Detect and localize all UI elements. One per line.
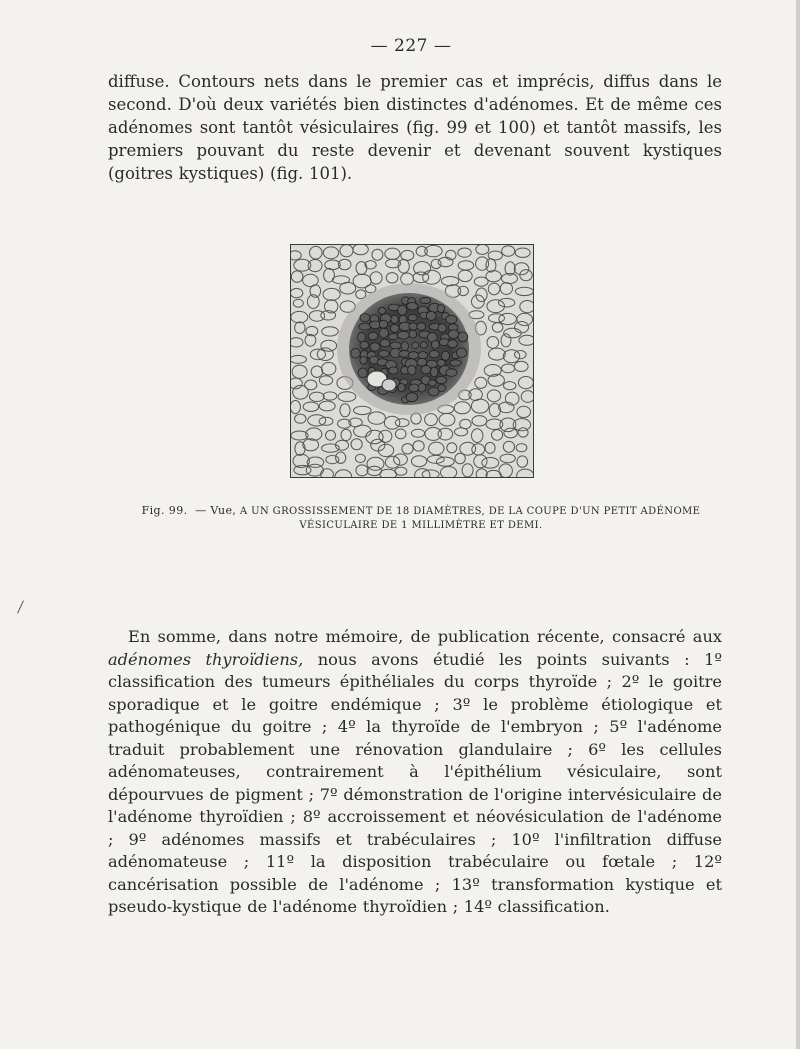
- adenoma-cell: [409, 330, 417, 338]
- adenoma-cell: [389, 334, 398, 340]
- caption-text: A UN GROSSISSEMENT DE 18 DIAMÈTRES, DE LA COUPE D'UN PETIT ADÉNOME VÉSICULAIRE DE 1 MILLIMÈTRE ET DEMI.: [239, 506, 701, 531]
- adenoma-cell: [406, 393, 418, 402]
- adenoma-cell: [458, 332, 468, 342]
- adenoma-cell: [370, 343, 380, 351]
- adenoma-cell: [360, 341, 369, 349]
- adenoma-cell: [446, 315, 457, 323]
- margin-mark: [17, 600, 24, 613]
- top-paragraph-text: diffuse. Contours nets dans le premier cas et imprécis, diffus dans le second. D'où deux variétés bien distinctes d'adénomes. Et de même ces adénomes sont tantôt vésiculaires (fig. 99 et 100) et tantôt massifs, les premiers pouvant du reste devenir et devenant souvent kystiques (goitres kystiques) (fig. 101).: [108, 72, 722, 183]
- page-edge: [796, 0, 800, 1049]
- adenoma-cell: [429, 351, 439, 358]
- adenoma-cell: [390, 324, 399, 332]
- adenoma-micrograph-image: [291, 245, 533, 477]
- adenoma-cell: [428, 387, 439, 396]
- adenoma-cell: [438, 385, 446, 392]
- adenoma-cell: [420, 342, 427, 349]
- adenoma-cell: [360, 356, 367, 364]
- adenoma-cell: [379, 320, 387, 328]
- adenoma-cell: [408, 365, 416, 375]
- adenoma-cell: [390, 342, 401, 349]
- light-vesicle: [382, 379, 396, 391]
- adenoma-cell: [398, 384, 405, 392]
- adenoma-cell: [448, 340, 458, 348]
- adenoma-cell: [442, 351, 450, 360]
- adenoma-cell: [360, 314, 370, 322]
- adenoma-cell: [358, 332, 366, 342]
- adenoma-cell: [398, 305, 407, 315]
- adenoma-cell: [420, 297, 431, 303]
- top-paragraph: [108, 70, 722, 185]
- adenoma-cell: [417, 323, 426, 331]
- bottom-paragraph-part1: En somme, dans notre mémoire, de publication récente, consacré aux: [128, 627, 722, 646]
- adenoma-cell: [418, 352, 428, 359]
- adenoma-cell: [456, 348, 466, 358]
- adenoma-cell: [359, 323, 371, 330]
- adenoma-cell: [412, 342, 419, 349]
- figure-caption: [120, 504, 722, 533]
- adenoma-cell: [408, 315, 417, 321]
- figure-label: Fig. 99.: [141, 504, 188, 517]
- bottom-paragraph: [108, 626, 722, 919]
- adenoma-cell: [409, 384, 419, 392]
- adenoma-cell: [408, 352, 419, 359]
- caption-lead: — Vue,: [195, 504, 237, 517]
- adenoma-cell: [418, 383, 426, 392]
- bottom-paragraph-part2: nous avons étudié les points suivants : 1º classification des tumeurs épithéliales du corps thyroïde ; 2º le goitre sporadique et le goitre endémique ; 3º le problème étiologique et pathogénique du goitre ; 4º la thyroïde de l'embryon ; 5º l'adénome traduit probablement une rénovation glandulaire ; 6º les cellules adénomateuses, contrairement à l'épithélium vésiculaire, sont dépourvues de pigment ; 7º démonstration de l'origine intervésiculaire de l'adénome thyroïdien ; 8º accroissement et néovésiculation de l'adénome ; 9º adénomes massifs et trabéculaires ; 10º l'infiltration diffuse adénomateuse ; 11º la disposition trabéculaire ou fœtale ; 12º cancérisation possible de l'adénome ; 13º transformation kystique et pseudo-kystique de l'adénome thyroïdien ; 14º classification.: [108, 649, 722, 916]
- page-number: — 227 —: [370, 36, 452, 56]
- bottom-paragraph-emphasis: adénomes thyroïdiens,: [108, 649, 304, 669]
- adenoma-cell: [436, 376, 446, 383]
- adenoma-cell: [417, 358, 427, 366]
- adenoma-cell: [426, 312, 436, 321]
- adenoma-cell: [448, 330, 459, 339]
- adenoma-cell: [380, 339, 390, 347]
- adenoma-cell: [428, 380, 436, 386]
- adenoma-cell: [409, 323, 418, 330]
- adenoma-cell: [446, 369, 457, 377]
- figure-99-micrograph: [290, 244, 534, 478]
- adenoma-cell: [358, 368, 367, 378]
- adenoma-cell: [407, 302, 418, 310]
- adenoma-cell: [450, 360, 461, 366]
- adenoma-cell: [389, 367, 398, 374]
- adenoma-cell: [421, 366, 431, 374]
- adenoma-cell: [379, 351, 390, 357]
- adenoma-cell: [378, 307, 385, 314]
- adenoma-cell: [379, 328, 388, 338]
- adenoma-cell: [431, 341, 439, 349]
- adenoma-cell: [437, 305, 444, 313]
- bottom-paragraph-text: [108, 626, 722, 919]
- adenoma-cell: [351, 349, 360, 359]
- adenoma-cell: [397, 331, 409, 339]
- adenoma-cell: [368, 332, 378, 340]
- adenoma-cell: [438, 324, 446, 332]
- adenoma-cell: [431, 367, 438, 377]
- adenoma-cell: [391, 315, 398, 323]
- adenoma-cell: [401, 342, 408, 351]
